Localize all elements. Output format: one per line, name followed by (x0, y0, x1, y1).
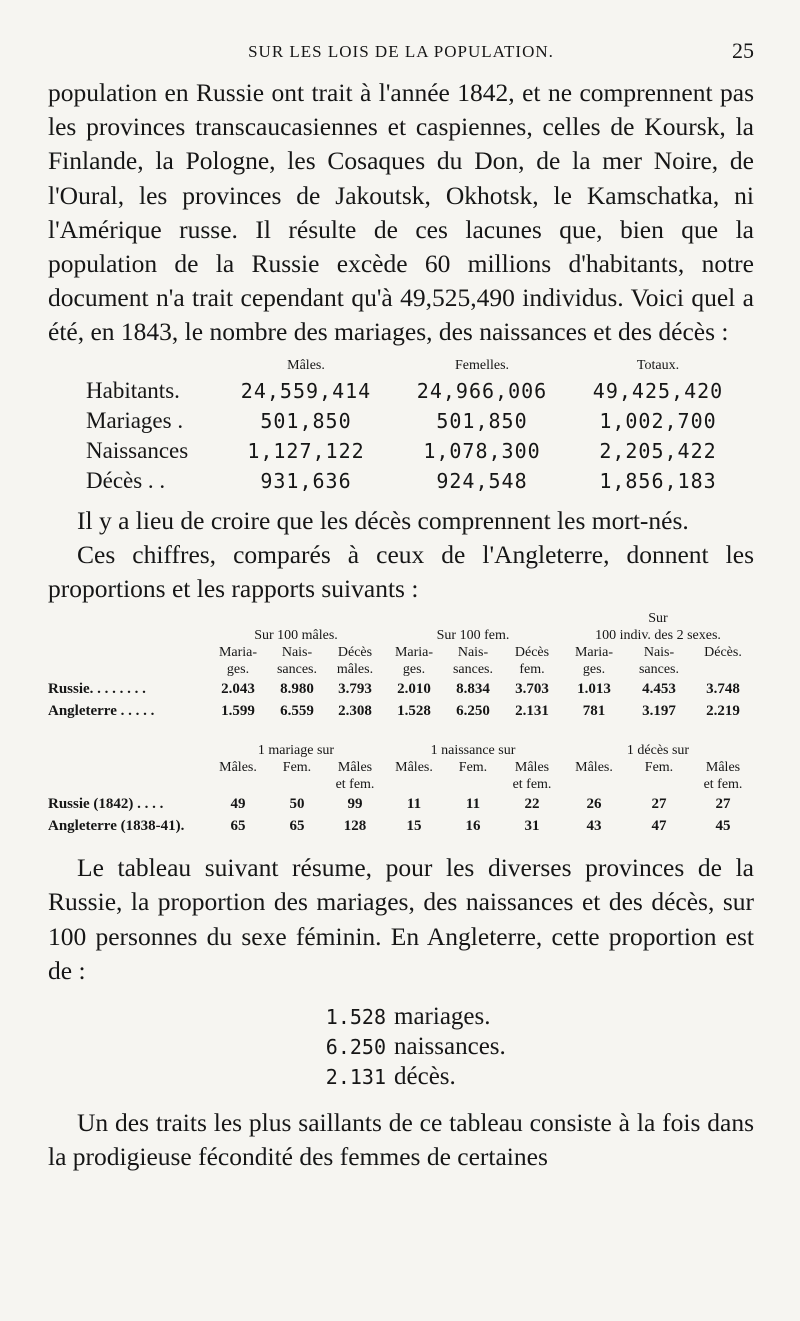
paragraph-3: Ces chiffres, comparés à ceux de l'Angleterre, donnent les proportions et les rapports suivants : (48, 539, 754, 604)
paragraph-2: Il y a lieu de croire que les décès comprennent les mort-nés. (77, 505, 689, 535)
cell: 2.010 (397, 680, 431, 697)
table-population (86, 358, 746, 496)
list-item (312, 1062, 754, 1092)
column-header: Décès (514, 645, 550, 661)
cell: 24,559,414 (240, 378, 372, 403)
proportion-value: 6.250 (325, 1035, 386, 1060)
cell: 27 (715, 795, 731, 812)
table-row (48, 700, 754, 722)
cell: 43 (586, 817, 602, 834)
column-header: Décès (337, 645, 373, 661)
column-header: Fem. (458, 760, 488, 776)
cell: 1.528 (397, 702, 431, 719)
cell: 24,966,006 (416, 378, 548, 403)
cell: 501,850 (260, 408, 352, 433)
cell: 1,078,300 (423, 438, 541, 463)
cell: 49,425,420 (592, 378, 724, 403)
list-item (312, 1002, 754, 1032)
cell: 3.703 (515, 680, 549, 697)
cell: 924,548 (436, 468, 528, 493)
cell: 65 (230, 817, 246, 834)
table-row (86, 436, 746, 466)
cell: 65 (289, 817, 305, 834)
proportion-label: décès. (394, 1063, 456, 1091)
proportion-list (312, 1002, 754, 1092)
cell: 50 (289, 795, 305, 812)
cell: 1,002,700 (599, 408, 717, 433)
cell: 1,127,122 (247, 438, 365, 463)
cell: 2,205,422 (599, 438, 717, 463)
cell: 6.559 (280, 702, 314, 719)
column-header: Mâles (514, 760, 550, 776)
cell: 47 (651, 817, 667, 834)
cell: 11 (406, 795, 422, 812)
column-header: Mâles (705, 760, 741, 776)
table-row (48, 793, 754, 815)
cell: 501,850 (436, 408, 528, 433)
column-header: Fem. (282, 760, 312, 776)
table-row (48, 815, 754, 837)
cell: 16 (465, 817, 481, 834)
column-header: Fem. (644, 760, 674, 776)
column-header: Maria- (218, 645, 258, 661)
column-header: et fem. (512, 777, 552, 793)
page (48, 36, 754, 1174)
table-ratios (48, 742, 754, 837)
column-header (268, 776, 326, 793)
cell: 1.013 (577, 680, 611, 697)
column-header (626, 776, 692, 793)
cell: 2.308 (338, 702, 372, 719)
column-header: Mâles. (395, 760, 433, 776)
cell: 6.250 (456, 702, 490, 719)
cell: 8.980 (280, 680, 314, 697)
row-label: Angleterre . . . . . (48, 702, 155, 719)
column-header: Mâles. (219, 760, 257, 776)
column-header: sances. (452, 662, 494, 678)
column-header: sances. (638, 662, 680, 678)
group-header: 1 mariage sur (257, 743, 335, 759)
cell: 1,856,183 (599, 468, 717, 493)
list-item (312, 1032, 754, 1062)
cell: 99 (347, 795, 363, 812)
page-header (48, 36, 754, 76)
column-header: Nais- (281, 645, 313, 661)
column-header: fem. (519, 662, 545, 678)
column-header: Totaux. (636, 357, 680, 373)
cell: 781 (582, 702, 606, 719)
cell: 11 (465, 795, 481, 812)
column-header: Femelles. (454, 357, 510, 373)
column-header (208, 776, 268, 793)
proportion-value: 1.528 (325, 1005, 386, 1030)
column-header: Nais- (643, 645, 675, 661)
paragraph-5: Un des traits les plus saillants de ce tableau consiste à la fois dans la prodigieuse fécondité des femmes de certaines (48, 1108, 754, 1172)
cell: 45 (715, 817, 731, 834)
column-header: et fem. (703, 777, 743, 793)
cell: 49 (230, 795, 246, 812)
column-header: mâles. (336, 662, 374, 678)
cell: 4.453 (642, 680, 676, 697)
cell: 3.793 (338, 680, 372, 697)
group-header: 100 indiv. des 2 sexes. (595, 628, 721, 644)
table-row (86, 376, 746, 406)
column-header (692, 661, 754, 678)
column-header: sances. (276, 662, 318, 678)
table-row (48, 678, 754, 700)
cell: 3.748 (706, 680, 740, 697)
column-header: et fem. (335, 777, 375, 793)
paragraph-1: population en Russie ont trait à l'année 1842, et ne comprennent pas les provinces transcaucasiennes et caspiennes, celles de Koursk, la Finlande, la Pologne, les Cosaques du Don, de la mer Noire, de l'Oural, les provinces de Jakoutsk, Okhotsk, le Kamschatka, ni l'Amérique russe. Il résulte de ces lacunes que, bien que la population de la Russie excède 60 millions d'habitants, notre document n'a trait cependant qu'à 49,525,490 individus. Voici quel a été, en 1843, le nombre des mariages, des naissances et des décès : (48, 78, 754, 347)
proportion-value: 2.131 (325, 1065, 386, 1090)
cell: 3.197 (642, 702, 676, 719)
cell: 26 (586, 795, 602, 812)
table-row (86, 406, 746, 436)
cell: 2.043 (221, 680, 255, 697)
column-header (384, 776, 444, 793)
column-header: Maria- (574, 645, 614, 661)
table-proportions (48, 610, 754, 722)
column-header: Mâles. (575, 760, 613, 776)
table-row (86, 466, 746, 496)
column-header: Mâles. (287, 357, 325, 373)
row-label: Russie. . . . . . . . (48, 680, 146, 697)
cell: 128 (343, 817, 367, 834)
column-header: Décès. (704, 645, 742, 661)
column-header: ges. (582, 662, 606, 678)
column-header: Nais- (457, 645, 489, 661)
row-label: Mariages . (86, 407, 184, 433)
proportion-label: mariages. (394, 1003, 491, 1031)
column-header: Mâles (337, 760, 373, 776)
cell: 8.834 (456, 680, 490, 697)
page-number: 25 (732, 38, 754, 63)
running-head: SUR LES LOIS DE LA POPULATION. (248, 42, 554, 61)
row-label: Russie (1842) . . . . (48, 795, 164, 812)
group-header: 1 naissance sur (430, 743, 516, 759)
group-header: 1 décès sur (626, 743, 690, 759)
row-label: Angleterre (1838-41). (48, 817, 185, 834)
paragraph-4: Le tableau suivant résume, pour les diverses provinces de la Russie, la proportion des mariages, des naissances et des décès, sur 100 personnes du sexe féminin. En Angleterre, cette proportion est de : (48, 853, 754, 985)
group-header-top: Sur (648, 611, 668, 627)
column-header: Maria- (394, 645, 434, 661)
row-label: Naissances (86, 437, 189, 463)
group-header: Sur 100 fem. (436, 628, 510, 644)
column-header: ges. (226, 662, 250, 678)
column-header (562, 776, 626, 793)
cell: 27 (651, 795, 667, 812)
cell: 2.131 (515, 702, 549, 719)
group-header: Sur 100 mâles. (254, 628, 338, 644)
cell: 22 (524, 795, 540, 812)
cell: 15 (406, 817, 422, 834)
row-label: Décès . . (86, 467, 166, 493)
cell: 931,636 (260, 468, 352, 493)
cell: 31 (524, 817, 540, 834)
proportion-label: naissances. (394, 1033, 506, 1061)
cell: 2.219 (706, 702, 740, 719)
column-header: ges. (402, 662, 426, 678)
row-label: Habitants. (86, 377, 180, 403)
cell: 1.599 (221, 702, 255, 719)
column-header (444, 776, 502, 793)
